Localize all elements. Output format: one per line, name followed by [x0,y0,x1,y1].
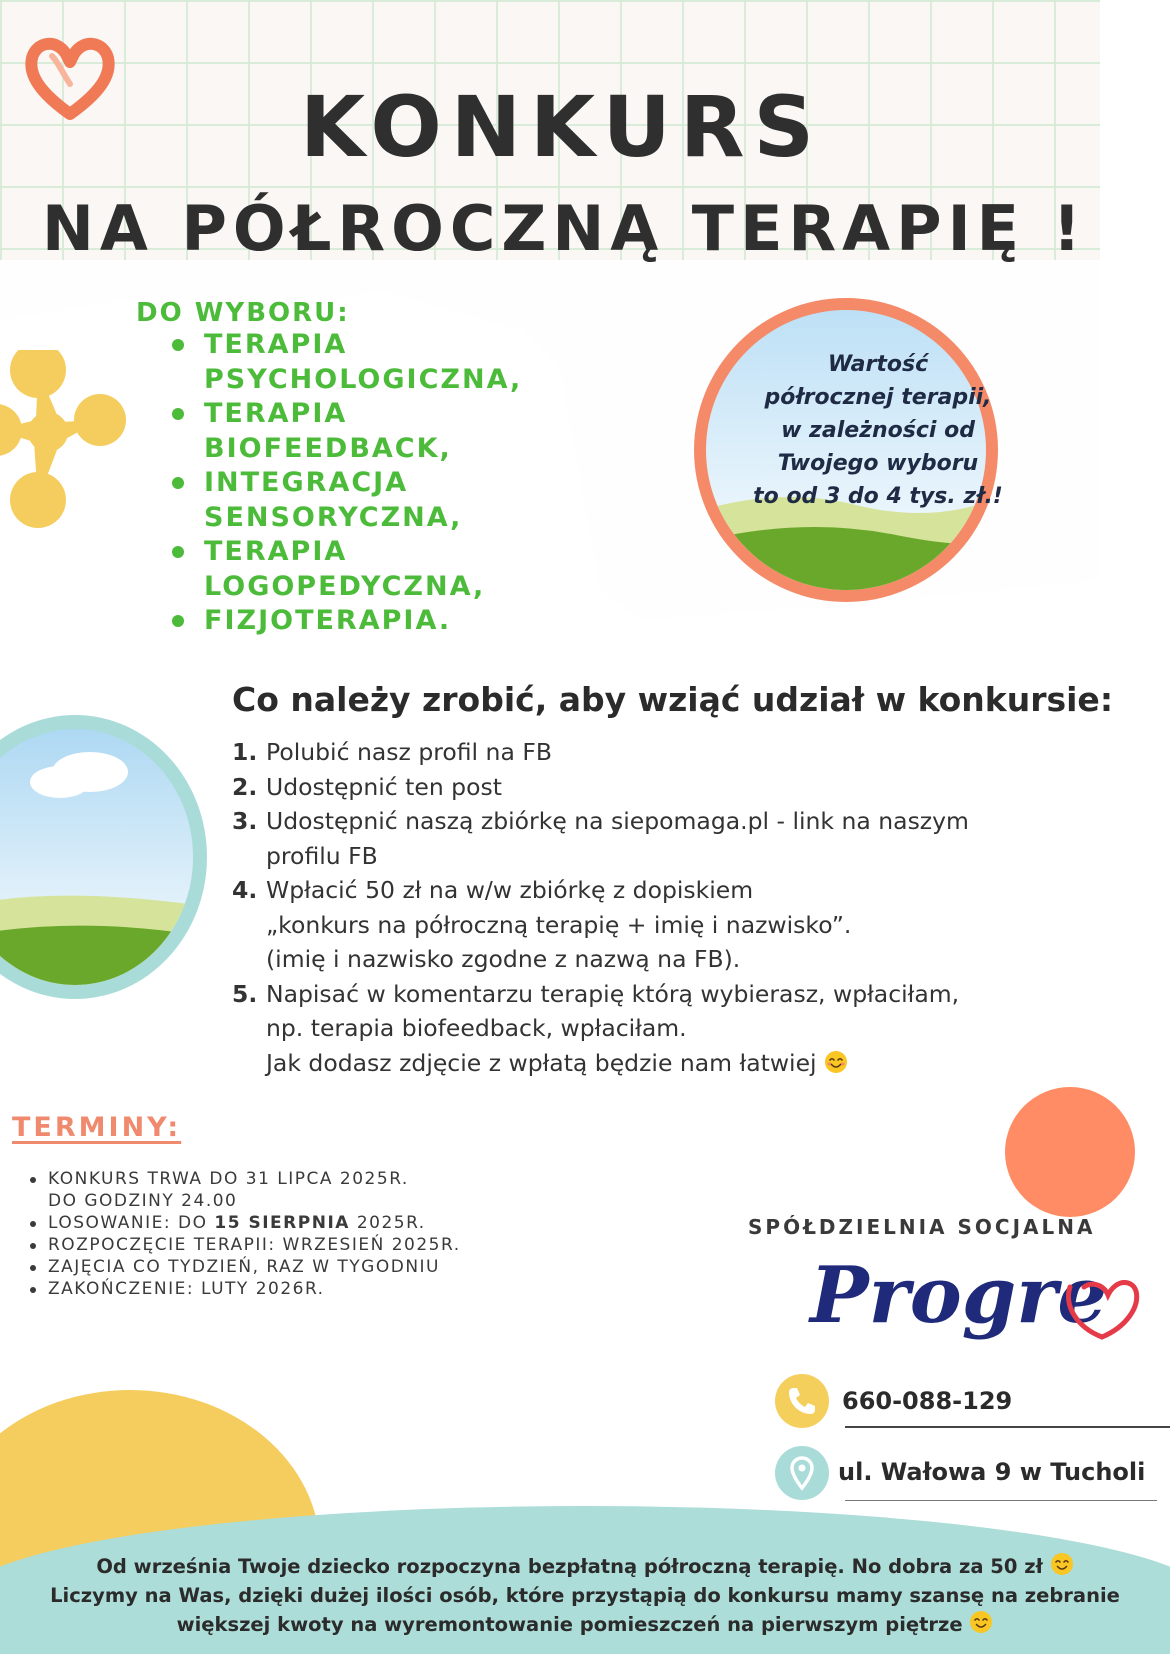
step-line: Jak dodasz zdjęcie z wpłatą będzie nam łatwiej [266,1048,817,1077]
organization-label: SPÓŁDZIELNIA SOCJALNA [748,1215,1096,1239]
term-text: LOSOWANIE: DO [48,1213,215,1233]
step-number: 4. [232,876,258,904]
footer-text [20,1552,1150,1639]
choices-heading: DO WYBORU: [136,298,350,328]
term-line: DO GODZINY 24.00 [48,1191,238,1211]
footer-line-1: Od września Twoje dziecko rozpoczyna bezpłatną półroczną terapię. No dobra za 50 zł [96,1555,1043,1578]
smile-emoji-icon [969,1610,993,1634]
divider [845,1426,1170,1428]
list-item [28,1168,608,1212]
list-item: ZAJĘCIA CO TYDZIEŃ, RAZ W TYGODNIU [28,1256,608,1278]
step-number: 3. [232,807,258,835]
step-line: (imię i nazwisko zgodne z nazwą na FB). [266,945,741,973]
list-item: ROZPOCZĘCIE TERAPII: WRZESIEŃ 2025R. [28,1234,608,1256]
term-date-highlight: 15 SIERPNIA [214,1213,350,1233]
title-line-2: NA PÓŁROCZNĄ TERAPIĘ ! [42,192,1087,265]
step-line: Udostępnić ten post [266,772,502,801]
brand-heart-icon [1060,1275,1144,1345]
terms-heading: TERMINY: [12,1112,182,1143]
step-line: Wpłacić 50 zł na w/w zbiórkę z dopiskiem [266,876,754,904]
step-number: 5. [232,979,258,1008]
phone-number: 660-088-129 [842,1387,1013,1415]
step-line: „konkurs na półroczną terapię + imię i nazwisko”. [266,910,852,939]
list-item [28,1212,608,1234]
list-item: ZAKOŃCZENIE: LUTY 2026R. [28,1278,608,1300]
footer-line [20,1610,1150,1639]
brand-logo-text: Progre [810,1250,1108,1341]
location-pin-icon [775,1446,829,1500]
phone-icon [775,1374,829,1428]
terms-list [28,1168,608,1300]
address-text: ul. Wałowa 9 w Tucholi [838,1458,1146,1486]
footer-line-3: większej kwoty na wyremontowanie pomieszczeń na pierwszym piętrze [176,1613,963,1636]
list-item [232,770,1146,805]
step-line-with-emoji [266,1046,1146,1081]
value-line: w zależności od [781,418,975,443]
list-item: INTEGRACJA SENSORYCZNA, [170,466,564,535]
step-line: Udostępnić naszą zbiórkę na siepomaga.pl - link na naszym [266,807,969,835]
step-line: Polubić nasz profil na FB [266,738,552,766]
footer-line [20,1552,1150,1581]
step-number: 1. [232,738,258,766]
list-item [232,804,1146,873]
choices-list [170,328,564,639]
step-line: Napisać w komentarzu terapię którą wybierasz, wpłaciłam, [266,979,960,1008]
howto-heading: Co należy zrobić, aby wziąć udział w konkursie: [232,680,1114,719]
step-number: 2. [232,772,258,801]
smile-emoji-icon [824,1050,848,1074]
list-item: FIZJOTERAPIA. [170,604,564,639]
title-line-1: KONKURS [300,78,824,176]
heart-logo-icon [22,32,118,122]
step-line: profilu FB [266,841,378,870]
smile-emoji-icon [1050,1552,1074,1576]
list-item: TERAPIA PSYCHOLOGICZNA, [170,328,564,397]
landscape-circle-decoration [0,712,210,1002]
list-item: TERAPIA LOGOPEDYCZNA, [170,535,564,604]
steps-list [232,735,1146,1080]
term-line: KONKURS TRWA DO 31 LIPCA 2025R. [48,1169,409,1189]
list-item [232,873,1146,977]
footer-line-2: Liczymy na Was, dzięki dużej ilości osób, które przystąpią do konkursu mamy szansę na zebranie [50,1584,1120,1607]
list-item: TERAPIA BIOFEEDBACK, [170,397,564,466]
step-line: np. terapia biofeedback, wpłaciłam. [266,1014,687,1042]
divider [845,1500,1157,1501]
orange-dot-decoration [1005,1087,1135,1217]
list-item [232,735,1146,770]
value-badge-text [728,348,1028,513]
value-line: Wartość [827,352,929,377]
value-line: Twojego wyboru [777,451,979,476]
term-text: 2025R. [349,1213,426,1233]
list-item [232,977,1146,1081]
value-line: to od 3 do 4 tys. zł.! [753,484,1003,509]
value-line: półrocznej terapii, [764,385,992,410]
yellow-cross-decoration [0,350,130,530]
